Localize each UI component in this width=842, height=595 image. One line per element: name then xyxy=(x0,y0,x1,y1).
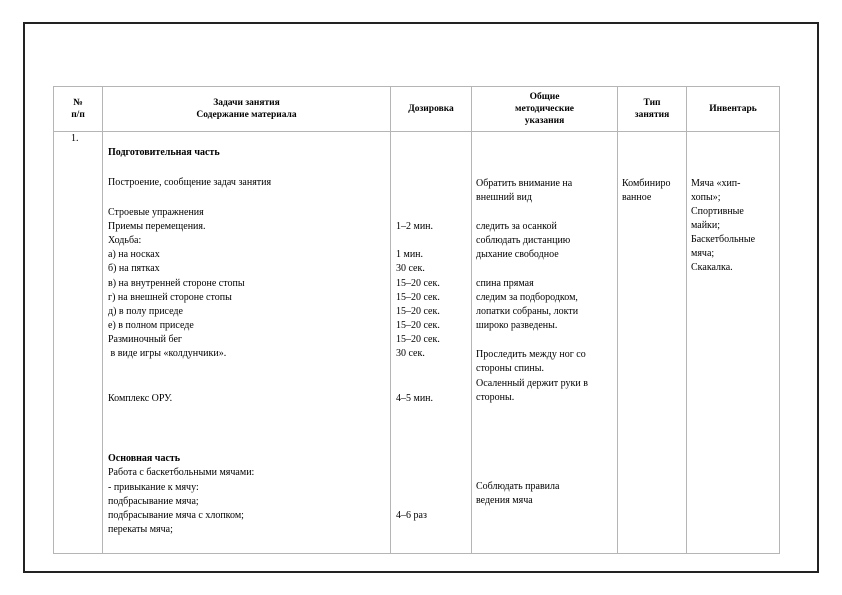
content-line: д) в полу приседе xyxy=(108,306,183,317)
content-line: е) в полном приседе xyxy=(108,320,194,331)
header-dosage: Дозировка xyxy=(391,87,472,132)
content-line: Комплекс ОРУ. xyxy=(108,393,173,404)
content-line: Построение, сообщение задач занятия xyxy=(108,177,272,188)
guidance-text: спина прямая следим за подбородком, лопатки собраны, локти широко разведены. xyxy=(476,278,579,331)
prep-part-title: Подготовительная часть xyxy=(108,147,220,158)
header-tasks: Задачи занятия Содержание материала xyxy=(103,87,391,132)
dosage-value: 30 сек. xyxy=(396,263,425,274)
content-line: Ходьба: xyxy=(108,235,142,246)
cell-number xyxy=(54,132,103,554)
cell-lesson-type xyxy=(618,132,687,554)
main-part-title: Основная часть xyxy=(108,453,181,464)
guidance-text: Проследить между ног со стороны спины. xyxy=(476,349,586,374)
cell-guidance xyxy=(472,132,618,554)
dosage-value: 4–5 мин. xyxy=(396,393,434,404)
dosage-value: 15–20 сек. xyxy=(396,320,440,331)
dosage-value: 1 мин. xyxy=(396,249,424,260)
content-line: подбрасывание мяча; xyxy=(108,496,199,507)
content-line: - привыкание к мячу: xyxy=(108,482,199,493)
guidance-text: Соблюдать правила ведения мяча xyxy=(476,481,560,506)
dosage-value: 30 сек. xyxy=(396,348,425,359)
content-line: Приемы перемещения. xyxy=(108,221,206,232)
lesson-plan-table xyxy=(53,86,780,554)
content-line: а) на носках xyxy=(108,249,160,260)
table-header-row xyxy=(54,87,780,132)
dosage-value: 4–6 раз xyxy=(396,510,427,521)
content-line: Строевые упражнения xyxy=(108,207,204,218)
content-line: б) на пятках xyxy=(108,263,160,274)
header-inventory: Инвентарь xyxy=(687,87,780,132)
inventory-list: Мяча «хип- хопы»; Спортивные майки; Баскетбольные мяча; Скакалка. xyxy=(691,178,756,273)
content-line: Работа с баскетбольными мячами: xyxy=(108,467,255,478)
guidance-text: следить за осанкой соблюдать дистанцию дыхание свободное xyxy=(476,221,571,260)
cell-inventory xyxy=(687,132,780,554)
dosage-value: 15–20 сек. xyxy=(396,292,440,303)
row-number: 1. xyxy=(71,133,79,144)
content-line: г) на внешней стороне стопы xyxy=(108,292,232,303)
content-line: подбрасывание мяча с хлопком; xyxy=(108,510,244,521)
content-line: перекаты мяча; xyxy=(108,524,173,535)
guidance-text: Обратить внимание на внешний вид xyxy=(476,178,573,203)
content-line: в) на внутренней стороне стопы xyxy=(108,278,245,289)
cell-dosage xyxy=(391,132,472,554)
content-line: в виде игры «колдунчики». xyxy=(108,348,227,359)
dosage-value: 15–20 сек. xyxy=(396,278,440,289)
content-line: Разминочный бег xyxy=(108,334,183,345)
cell-content xyxy=(103,132,391,554)
lesson-type: Комбиниро ванное xyxy=(622,178,671,203)
dosage-value: 1–2 мин. xyxy=(396,221,434,232)
header-number: № п/п xyxy=(54,87,103,132)
dosage-value: 15–20 сек. xyxy=(396,306,440,317)
guidance-text: Осаленный держит руки в стороны. xyxy=(476,378,588,403)
table-row xyxy=(54,132,780,554)
dosage-value: 15–20 сек. xyxy=(396,334,440,345)
header-guidance: Общие методические указания xyxy=(472,87,618,132)
header-type: Тип занятия xyxy=(618,87,687,132)
